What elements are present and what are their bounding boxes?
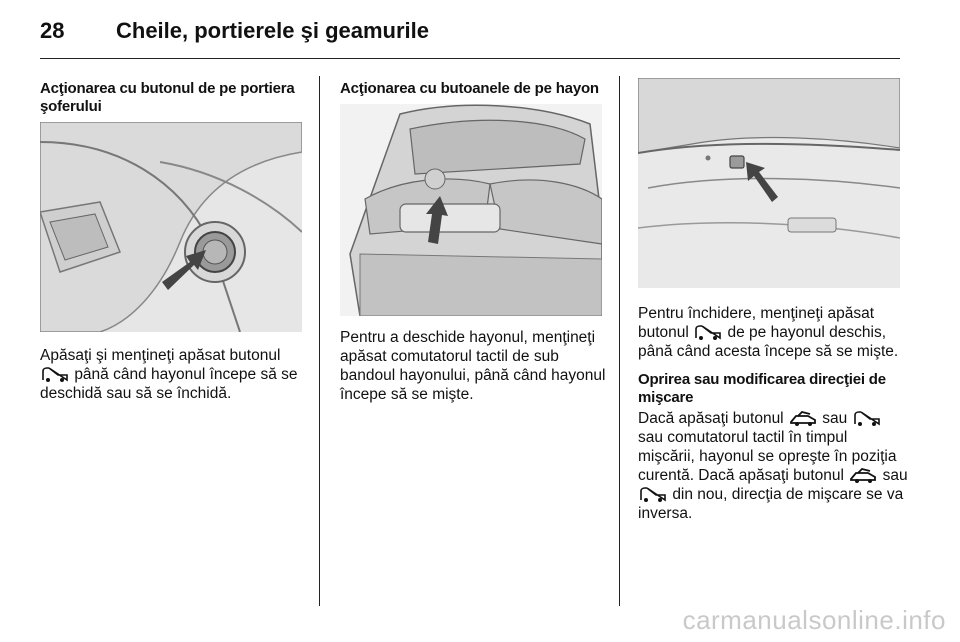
tailgate-interior-figure <box>638 78 900 288</box>
tailgate-open-icon <box>40 366 70 382</box>
paragraph-text: din nou, direcţia de mişcare se va inversa. <box>638 486 904 522</box>
section-heading: Acţionarea cu butonul de pe portiera şoferului <box>40 80 295 115</box>
tailgate-close-icon <box>638 486 668 502</box>
column-divider <box>319 76 320 606</box>
close-instruction-text: Pentru închidere, menţineţi apăsat butonul <box>638 305 875 341</box>
column-2 <box>340 74 608 98</box>
tailgate-open-icon <box>848 467 878 483</box>
tailgate-open-icon <box>788 410 818 426</box>
tailgate-interior-illustration <box>638 78 900 288</box>
instruction-paragraph <box>40 346 308 403</box>
driver-door-figure <box>40 122 302 332</box>
instruction-text-cont: până când hayonul începe să se deschidă sau să se închidă. <box>40 366 298 402</box>
tailgate-exterior-illustration <box>340 104 602 316</box>
paragraph-text: sau <box>822 410 848 427</box>
column-1-text <box>40 346 308 403</box>
column-1 <box>40 74 305 116</box>
page-number: 28 <box>40 18 65 43</box>
column-divider <box>619 76 620 606</box>
chapter-title: Cheile, portierele şi geamurile <box>116 18 430 43</box>
paragraph-text: sau comutatorul tactil în timpul mişcării, hayonul se opreşte în poziţia curentă. Dacă apăsaţi butonul <box>638 429 897 484</box>
tailgate-exterior-figure <box>340 104 602 316</box>
column-2-text <box>340 328 610 404</box>
driver-door-button-illustration <box>40 122 302 332</box>
tailgate-close-icon <box>693 324 723 340</box>
watermark: carmanualsonline.info <box>682 605 946 635</box>
paragraph-text: sau <box>882 467 908 484</box>
tailgate-close-icon <box>852 410 882 426</box>
paragraph-text: Dacă apăsaţi butonul <box>638 410 784 427</box>
close-instruction-text-cont: de pe hayonul deschis, până când acesta începe să se mişte. <box>638 324 899 360</box>
section-heading: Acţionarea cu butoanele de pe hayon <box>340 80 599 97</box>
close-instruction <box>638 304 908 361</box>
open-instruction: Pentru a deschide hayonul, menţineţi apăsat comutatorul tactil de sub bandoul hayonului, până când hayonul începe să se mişte. <box>340 329 606 403</box>
column-3-text <box>638 304 908 523</box>
instruction-text: Apăsaţi şi menţineţi apăsat butonul <box>40 347 281 364</box>
subheading: Oprirea sau modificarea direcţiei de mişcare <box>638 371 886 406</box>
page-header <box>40 18 900 54</box>
header-rule <box>40 58 900 59</box>
stop-reverse-paragraph <box>638 409 908 523</box>
